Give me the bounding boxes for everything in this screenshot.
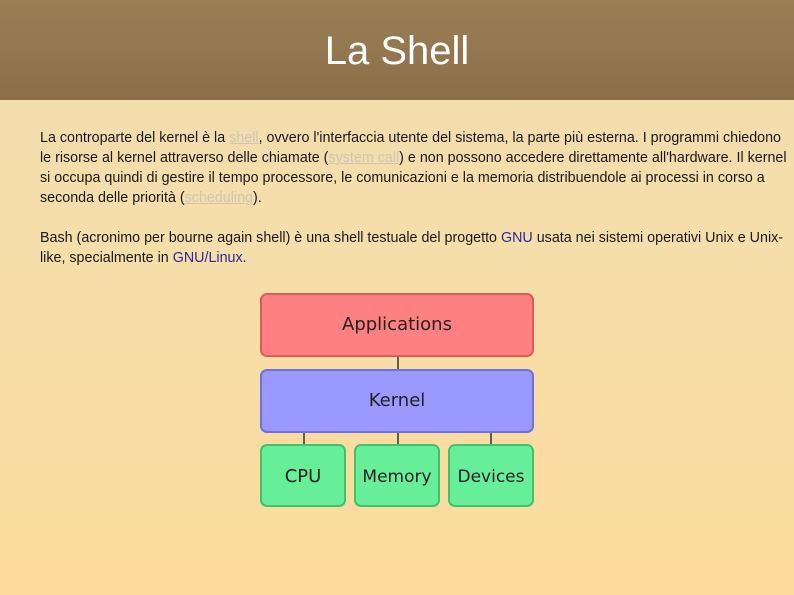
link-system-call[interactable]: system call [328,150,400,166]
paragraph1-text-4: ). [253,190,262,206]
paragraph-kernel-shell [40,128,790,208]
paragraph1-text-2: , ovvero l'interfaccia utente del sistema, la parte più esterna. I programmi chiedono le risorse al kernel attraverso delle chiamate ( [40,130,782,166]
paragraph-bash [40,228,790,268]
link-gnu[interactable]: GNU [500,230,533,246]
memory-label: Memory [362,467,432,487]
kernel-layers-diagram [259,292,535,508]
kernel-label: Kernel [368,390,426,411]
link-gnu-linux[interactable]: GNU/Linux [172,250,243,266]
paragraph2-text-1: Bash (acronimo per bourne again shell) è una shell testuale del progetto [40,230,501,246]
applications-label: Applications [342,314,452,335]
slide-title: La Shell [324,29,470,73]
link-shell[interactable]: shell [229,130,259,146]
paragraph2-text-3: . [242,250,247,266]
devices-label: Devices [457,467,525,487]
paragraph2-text-2: usata nei sistemi operativi Unix e Unix-like, specialmente in [40,230,784,266]
paragraph1-text-3: ) e non possono accedere direttamente all'hardware. Il kernel si occupa quindi di gestire il tempo processore, le comunicazioni e la memoria distribuendole ai processi in corso a seconda delle priorità ( [40,150,787,206]
link-scheduling[interactable]: scheduling [184,190,253,206]
slide-content [40,128,790,268]
title-band [0,0,794,100]
cpu-label: CPU [284,466,322,487]
paragraph1-text-1: La controparte del kernel è la [40,130,230,146]
